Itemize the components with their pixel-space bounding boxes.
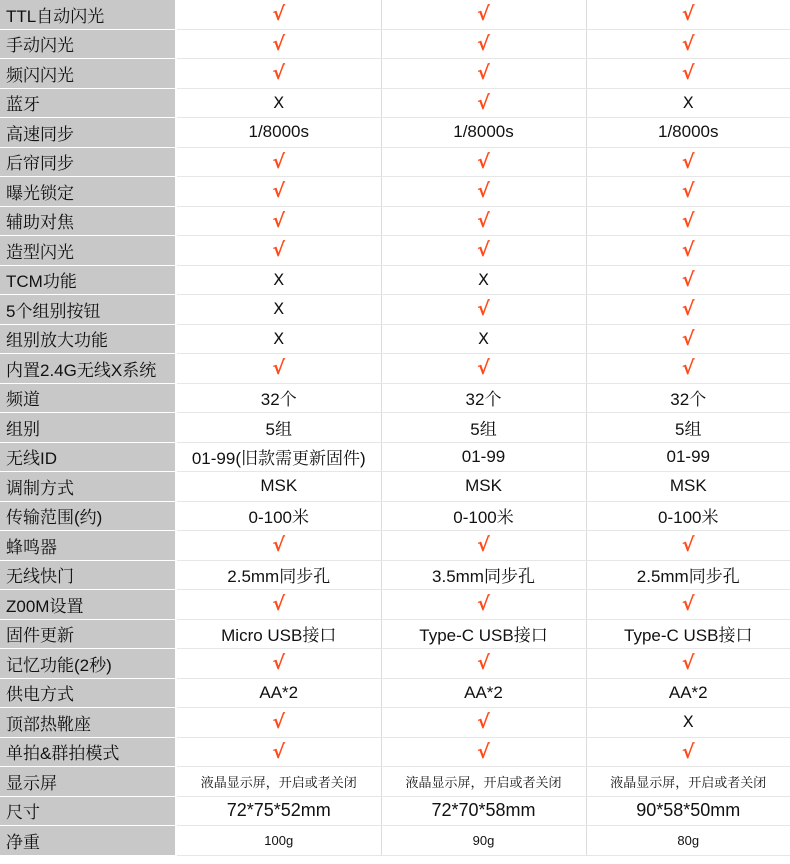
cell-value: 80g	[677, 832, 700, 848]
cell-value: 5组	[675, 419, 702, 439]
table-row	[0, 236, 790, 266]
table-cell	[586, 295, 790, 325]
table-row	[0, 619, 790, 649]
table-row	[0, 796, 790, 826]
table-cell	[586, 649, 790, 679]
table-cell	[381, 59, 586, 89]
table-cell	[176, 324, 381, 354]
check-icon: √	[477, 357, 490, 380]
row-label: 曝光锁定	[0, 177, 176, 207]
table-cell	[586, 796, 790, 826]
table-cell	[176, 442, 381, 472]
table-cell	[176, 354, 381, 384]
table-row	[0, 472, 790, 502]
check-icon: √	[477, 711, 490, 734]
table-cell	[176, 826, 381, 856]
cell-value: 01-99(旧款需更新固件)	[191, 449, 366, 469]
check-icon: √	[681, 3, 695, 26]
row-label: 组别放大功能	[0, 324, 176, 354]
table-row	[0, 737, 790, 767]
row-label: 尺寸	[0, 796, 176, 826]
check-icon: √	[272, 180, 286, 203]
cell-value: 90*58*50mm	[636, 800, 741, 821]
table-row	[0, 560, 790, 590]
table-cell	[586, 177, 790, 207]
cell-value: Type-C USB接口	[624, 626, 753, 646]
check-icon: √	[477, 91, 490, 114]
check-icon: √	[272, 3, 286, 26]
cell-value: 0-100米	[248, 508, 309, 528]
check-icon: √	[681, 298, 695, 321]
table-cell	[586, 265, 790, 295]
table-cell	[586, 88, 790, 118]
row-label: 传输范围(约)	[0, 501, 176, 531]
cell-value: 01-99	[461, 446, 506, 466]
table-cell	[176, 413, 381, 443]
table-cell	[381, 590, 586, 620]
row-label: TCM功能	[0, 265, 176, 295]
cell-value: 2.5mm同步孔	[227, 567, 331, 587]
cell-value: 100g	[264, 832, 294, 848]
table-cell	[586, 560, 790, 590]
table-cell	[586, 324, 790, 354]
cell-value: MSK	[465, 476, 502, 496]
check-icon: √	[681, 327, 695, 350]
cross-icon: X	[273, 269, 285, 289]
table-cell	[176, 590, 381, 620]
check-icon: √	[477, 239, 490, 262]
table-cell	[381, 767, 586, 797]
row-label: 高速同步	[0, 118, 176, 148]
table-cell	[176, 501, 381, 531]
check-icon: √	[681, 268, 695, 291]
table-cell	[586, 29, 790, 59]
table-cell	[176, 0, 381, 29]
check-icon: √	[681, 180, 695, 203]
table-cell	[586, 678, 790, 708]
table-cell	[381, 531, 586, 561]
row-label: 5个组别按钮	[0, 295, 176, 325]
check-icon: √	[477, 740, 490, 763]
check-icon: √	[272, 652, 286, 675]
check-icon: √	[681, 239, 695, 262]
table-row	[0, 59, 790, 89]
table-cell	[176, 265, 381, 295]
check-icon: √	[272, 711, 286, 734]
table-cell	[176, 147, 381, 177]
table-cell	[586, 147, 790, 177]
check-icon: √	[681, 593, 695, 616]
check-icon: √	[272, 740, 286, 763]
table-cell	[381, 206, 586, 236]
table-row	[0, 29, 790, 59]
table-cell	[586, 531, 790, 561]
check-icon: √	[272, 209, 286, 232]
cell-value: 72*75*52mm	[226, 800, 331, 821]
table-row	[0, 501, 790, 531]
table-cell	[586, 619, 790, 649]
check-icon: √	[681, 209, 695, 232]
row-label: 辅助对焦	[0, 206, 176, 236]
table-cell	[381, 147, 586, 177]
table-cell	[586, 59, 790, 89]
row-label: 记忆功能(2秒)	[0, 649, 176, 679]
cell-value: 32个	[465, 390, 502, 410]
table-cell	[176, 678, 381, 708]
table-cell	[381, 649, 586, 679]
table-cell	[381, 796, 586, 826]
table-cell	[381, 678, 586, 708]
table-row	[0, 708, 790, 738]
table-row	[0, 531, 790, 561]
row-label: 频闪闪光	[0, 59, 176, 89]
table-cell	[381, 324, 586, 354]
cell-value: 5组	[265, 419, 292, 439]
row-label: 顶部热靴座	[0, 708, 176, 738]
table-cell	[176, 708, 381, 738]
table-row	[0, 767, 790, 797]
table-cell	[176, 560, 381, 590]
table-cell	[586, 354, 790, 384]
table-cell	[176, 737, 381, 767]
cell-value: 液晶显示屏，开启或者关闭	[200, 774, 357, 790]
check-icon: √	[477, 593, 490, 616]
check-icon: √	[681, 652, 695, 675]
check-icon: √	[681, 357, 695, 380]
table-row	[0, 383, 790, 413]
cell-value: 液晶显示屏，开启或者关闭	[610, 774, 767, 790]
table-cell	[381, 560, 586, 590]
cell-value: AA*2	[259, 682, 299, 702]
table-cell	[586, 501, 790, 531]
table-cell	[381, 265, 586, 295]
row-label: 后帘同步	[0, 147, 176, 177]
table-cell	[586, 118, 790, 148]
row-label: 蜂鸣器	[0, 531, 176, 561]
cross-icon: X	[273, 328, 285, 348]
table-cell	[381, 354, 586, 384]
table-row	[0, 413, 790, 443]
table-cell	[586, 206, 790, 236]
check-icon: √	[477, 3, 490, 26]
cell-value: 液晶显示屏，开启或者关闭	[405, 774, 562, 790]
row-label: 蓝牙	[0, 88, 176, 118]
table-cell	[176, 118, 381, 148]
table-row	[0, 354, 790, 384]
cell-value: 32个	[670, 390, 707, 410]
row-label: TTL自动闪光	[0, 0, 176, 29]
table-cell	[381, 737, 586, 767]
row-label: 单拍&群拍模式	[0, 737, 176, 767]
table-cell	[176, 236, 381, 266]
table-row	[0, 265, 790, 295]
table-cell	[586, 442, 790, 472]
table-cell	[176, 295, 381, 325]
table-row	[0, 88, 790, 118]
table-row	[0, 649, 790, 679]
row-label: 显示屏	[0, 767, 176, 797]
check-icon: √	[272, 534, 286, 557]
row-label: 手动闪光	[0, 29, 176, 59]
table-cell	[176, 619, 381, 649]
cell-value: 90g	[472, 832, 495, 848]
table-cell	[176, 59, 381, 89]
table-cell	[586, 826, 790, 856]
table-row	[0, 590, 790, 620]
table-cell	[381, 88, 586, 118]
row-label: 供电方式	[0, 678, 176, 708]
table-cell	[586, 413, 790, 443]
row-label: 无线ID	[0, 442, 176, 472]
table-cell	[176, 796, 381, 826]
table-cell	[381, 472, 586, 502]
check-icon: √	[272, 32, 286, 55]
table-row	[0, 826, 790, 856]
table-cell	[176, 649, 381, 679]
table-cell	[586, 590, 790, 620]
cross-icon: X	[273, 92, 285, 112]
table-cell	[381, 29, 586, 59]
check-icon: √	[272, 150, 286, 173]
check-icon: √	[477, 150, 490, 173]
table-row	[0, 0, 790, 29]
table-cell	[586, 236, 790, 266]
check-icon: √	[681, 150, 695, 173]
check-icon: √	[681, 62, 695, 85]
row-label: 频道	[0, 383, 176, 413]
row-label: 净重	[0, 826, 176, 856]
row-label: Z00M设置	[0, 590, 176, 620]
cell-value: AA*2	[464, 682, 503, 702]
check-icon: √	[681, 32, 695, 55]
table-cell	[586, 737, 790, 767]
cell-value: 0-100米	[658, 508, 719, 528]
table-cell	[176, 531, 381, 561]
table-cell	[176, 472, 381, 502]
table-cell	[586, 0, 790, 29]
cell-value: 1/8000s	[453, 122, 514, 142]
cell-value: 2.5mm同步孔	[636, 567, 740, 587]
table-cell	[586, 767, 790, 797]
check-icon: √	[272, 62, 286, 85]
table-cell	[586, 472, 790, 502]
table-cell	[176, 88, 381, 118]
table-row	[0, 442, 790, 472]
row-label: 内置2.4G无线X系统	[0, 354, 176, 384]
check-icon: √	[477, 180, 490, 203]
table-cell	[381, 826, 586, 856]
row-label: 固件更新	[0, 619, 176, 649]
table-cell	[381, 118, 586, 148]
check-icon: √	[477, 62, 490, 85]
table-cell	[381, 236, 586, 266]
check-icon: √	[272, 239, 286, 262]
cell-value: 01-99	[666, 446, 710, 466]
table-cell	[176, 767, 381, 797]
cell-value: MSK	[669, 476, 707, 496]
table-cell	[176, 177, 381, 207]
cell-value: 32个	[260, 390, 297, 410]
cell-value: Type-C USB接口	[419, 626, 548, 646]
table-cell	[381, 0, 586, 29]
table-cell	[586, 383, 790, 413]
cell-value: 5组	[470, 419, 497, 439]
cell-value: AA*2	[668, 682, 708, 702]
check-icon: √	[477, 209, 490, 232]
cross-icon: X	[478, 269, 489, 289]
table-row	[0, 678, 790, 708]
cell-value: 1/8000s	[658, 122, 719, 142]
table-row	[0, 295, 790, 325]
check-icon: √	[477, 652, 490, 675]
cross-icon: X	[478, 328, 489, 348]
table-cell	[176, 383, 381, 413]
cell-value: 1/8000s	[248, 122, 309, 142]
check-icon: √	[477, 298, 490, 321]
table-cell	[381, 442, 586, 472]
table-row	[0, 118, 790, 148]
cell-value: 72*70*58mm	[431, 800, 536, 821]
cross-icon: X	[682, 712, 694, 732]
table-cell	[381, 619, 586, 649]
check-icon: √	[477, 32, 490, 55]
check-icon: √	[681, 740, 695, 763]
table-cell	[381, 501, 586, 531]
check-icon: √	[681, 534, 695, 557]
cross-icon: X	[273, 299, 285, 319]
cell-value: Micro USB接口	[221, 626, 337, 646]
row-label: 造型闪光	[0, 236, 176, 266]
table-cell	[176, 206, 381, 236]
check-icon: √	[477, 534, 490, 557]
table-cell	[586, 708, 790, 738]
table-cell	[176, 29, 381, 59]
table-cell	[381, 295, 586, 325]
cell-value: 0-100米	[453, 508, 514, 528]
row-label: 无线快门	[0, 560, 176, 590]
table-cell	[381, 413, 586, 443]
table-cell	[381, 177, 586, 207]
check-icon: √	[272, 357, 286, 380]
cell-value: MSK	[260, 476, 298, 496]
cell-value: 3.5mm同步孔	[432, 567, 535, 587]
table-cell	[381, 383, 586, 413]
check-icon: √	[272, 593, 286, 616]
table-row	[0, 177, 790, 207]
table-row	[0, 324, 790, 354]
table-cell	[381, 708, 586, 738]
cross-icon: X	[682, 92, 694, 112]
row-label: 调制方式	[0, 472, 176, 502]
table-row	[0, 147, 790, 177]
row-label: 组别	[0, 413, 176, 443]
table-row	[0, 206, 790, 236]
